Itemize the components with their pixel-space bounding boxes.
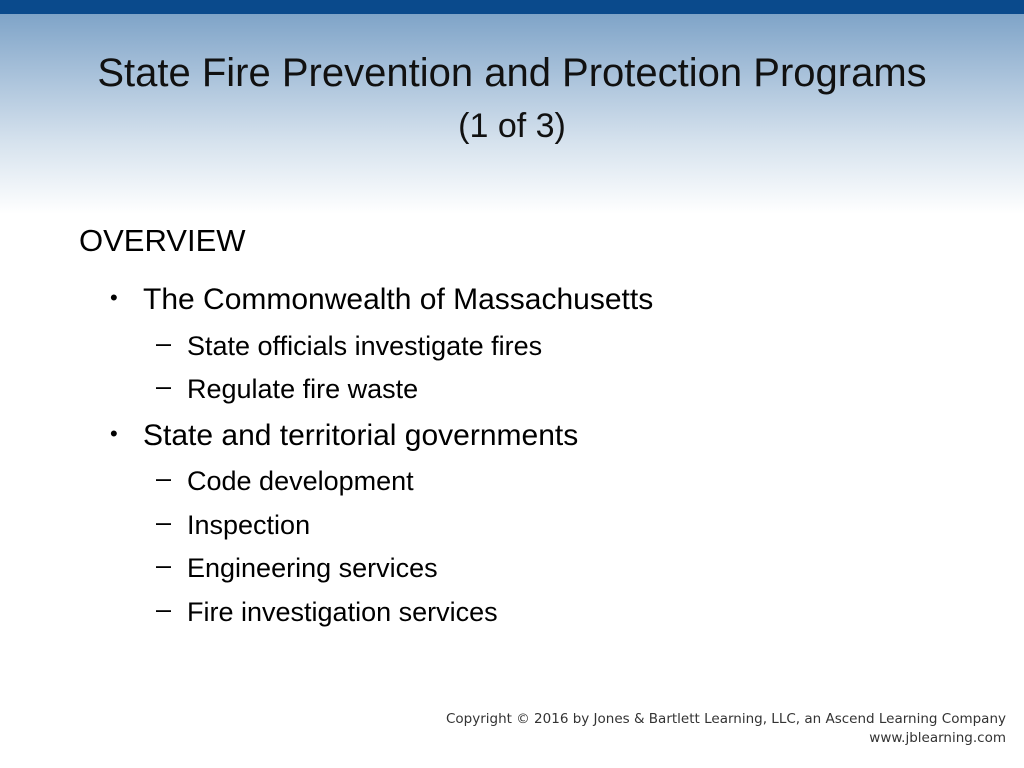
sub-bullet-item bbox=[156, 552, 438, 584]
bullet-item bbox=[110, 418, 578, 454]
sub-bullet-item bbox=[156, 596, 498, 628]
sub-bullet-item bbox=[156, 509, 310, 541]
sub-bullet-item bbox=[156, 465, 414, 497]
sub-bullet-text: State officials investigate fires bbox=[187, 331, 543, 361]
dash-marker: – bbox=[156, 550, 172, 580]
bullet-text: The Commonwealth of Massachusetts bbox=[143, 283, 654, 316]
sub-bullet-text: Inspection bbox=[187, 510, 311, 540]
bullet-text: State and territorial governments bbox=[143, 419, 579, 452]
slide-title: State Fire Prevention and Protection Programs bbox=[97, 51, 927, 95]
sub-bullet-text: Engineering services bbox=[187, 553, 438, 583]
bullet-marker: • bbox=[110, 421, 118, 446]
slide-subtitle: (1 of 3) bbox=[458, 107, 566, 145]
dash-marker: – bbox=[156, 463, 172, 493]
sub-bullet-text: Code development bbox=[187, 466, 414, 496]
dash-marker: – bbox=[156, 371, 172, 401]
dash-marker: – bbox=[156, 507, 172, 537]
website-link: www.jblearning.com bbox=[869, 730, 1006, 746]
overview-heading: OVERVIEW bbox=[79, 223, 246, 258]
bullet-marker: • bbox=[110, 285, 118, 310]
sub-bullet-text: Regulate fire waste bbox=[187, 374, 419, 404]
dash-marker: – bbox=[156, 328, 172, 358]
sub-bullet-item bbox=[156, 373, 418, 405]
dash-marker: – bbox=[156, 594, 172, 624]
top-accent-bar bbox=[0, 0, 1024, 14]
copyright-text: Copyright © 2016 by Jones & Bartlett Learning, LLC, an Ascend Learning Company bbox=[446, 711, 1006, 727]
copyright-footer bbox=[446, 710, 1006, 748]
bullet-item bbox=[110, 282, 653, 318]
sub-bullet-text: Fire investigation services bbox=[187, 597, 498, 627]
sub-bullet-item bbox=[156, 330, 542, 362]
